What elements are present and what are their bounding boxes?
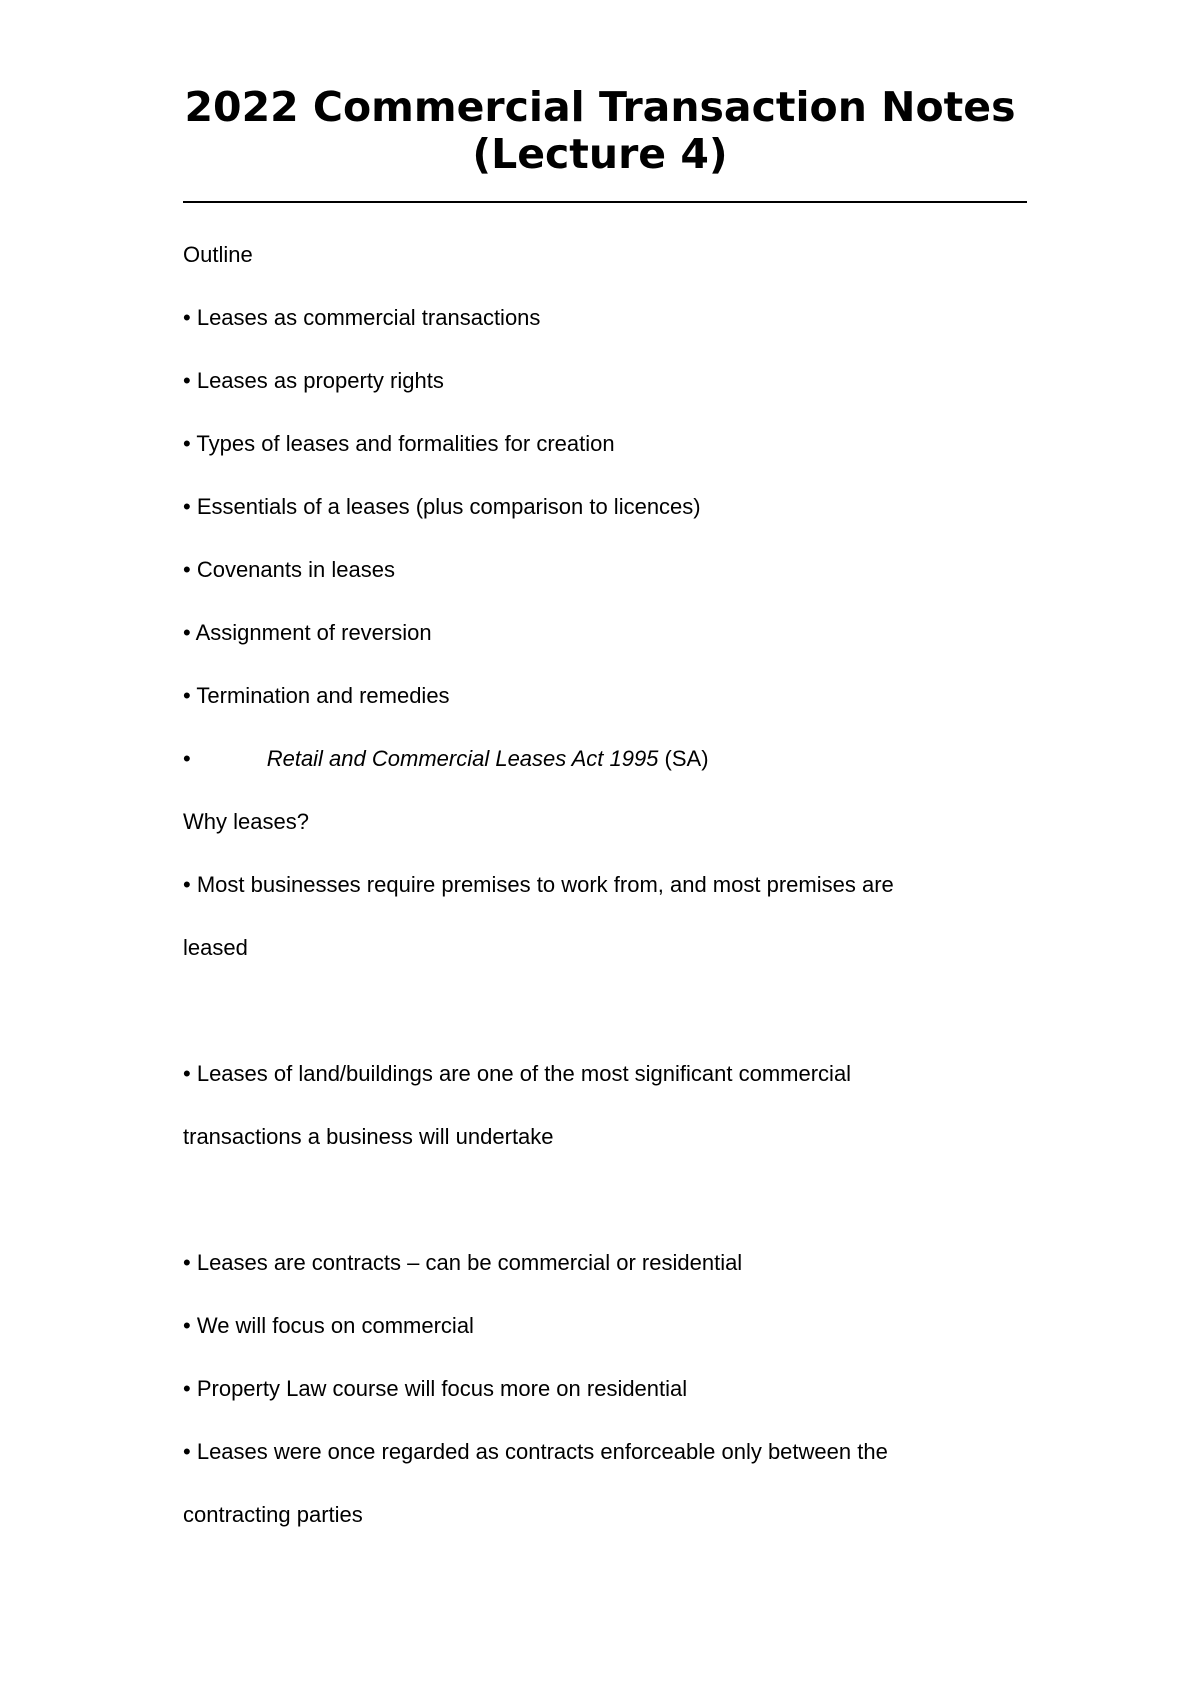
why-item-text: Leases of land/buildings are one of the most significant commercial <box>196 1061 852 1086</box>
why-leases-heading: Why leases? <box>183 809 309 834</box>
bullet-icon: • <box>183 1061 191 1086</box>
bullet-icon: • <box>183 368 191 393</box>
bullet-icon: • <box>183 746 191 771</box>
why-item <box>183 1375 687 1403</box>
why-item-text: Most businesses require premises to work from, and most premises are <box>196 872 894 897</box>
why-item-continuation: leased <box>183 935 248 960</box>
outline-heading: Outline <box>183 242 253 267</box>
outline-item <box>183 304 540 332</box>
why-item-continuation: transactions a business will undertake <box>183 1124 554 1149</box>
bullet-icon: • <box>183 431 191 456</box>
why-item-text: Leases are contracts – can be commercial or residential <box>196 1250 743 1275</box>
outline-item-text: Covenants in leases <box>196 557 395 582</box>
why-item <box>183 1438 888 1466</box>
act-title: Retail and Commercial Leases Act 1995 <box>266 746 659 771</box>
outline-item-text: Essentials of a leases (plus comparison to licences) <box>196 494 701 519</box>
why-item <box>183 1060 851 1088</box>
title-line-1: 2022 Commercial Transaction Notes <box>184 83 1016 131</box>
bullet-icon: • <box>183 872 191 897</box>
bullet-icon: • <box>183 557 191 582</box>
bullet-icon: • <box>183 494 191 519</box>
outline-item-text: Termination and remedies <box>196 683 450 708</box>
why-item-continuation: contracting parties <box>183 1502 363 1527</box>
bullet-icon: • <box>183 683 191 708</box>
title-divider <box>183 201 1027 203</box>
bullet-icon: • <box>183 1250 191 1275</box>
outline-item-text: Assignment of reversion <box>195 620 432 645</box>
outline-item <box>183 682 450 710</box>
why-item <box>183 871 894 899</box>
why-item <box>183 1249 742 1277</box>
bullet-icon: • <box>183 1313 191 1338</box>
why-item-text: Property Law course will focus more on residential <box>196 1376 688 1401</box>
bullet-icon: • <box>183 620 191 645</box>
bullet-icon: • <box>183 305 191 330</box>
outline-item-text: Leases as commercial transactions <box>196 305 541 330</box>
page-title <box>150 84 1050 178</box>
bullet-icon: • <box>183 1376 191 1401</box>
why-item-text: Leases were once regarded as contracts enforceable only between the <box>196 1439 888 1464</box>
title-line-2: (Lecture 4) <box>472 130 728 178</box>
outline-item-act <box>183 745 709 773</box>
outline-item-text: Types of leases and formalities for creation <box>196 431 615 456</box>
outline-item <box>183 556 395 584</box>
why-item <box>183 1312 474 1340</box>
outline-item-text: Leases as property rights <box>196 368 444 393</box>
bullet-icon: • <box>183 1439 191 1464</box>
outline-item <box>183 493 701 521</box>
act-jurisdiction: (SA) <box>658 746 709 771</box>
outline-item <box>183 430 615 458</box>
outline-item <box>183 619 432 647</box>
why-item-text: We will focus on commercial <box>196 1313 474 1338</box>
outline-item <box>183 367 444 395</box>
